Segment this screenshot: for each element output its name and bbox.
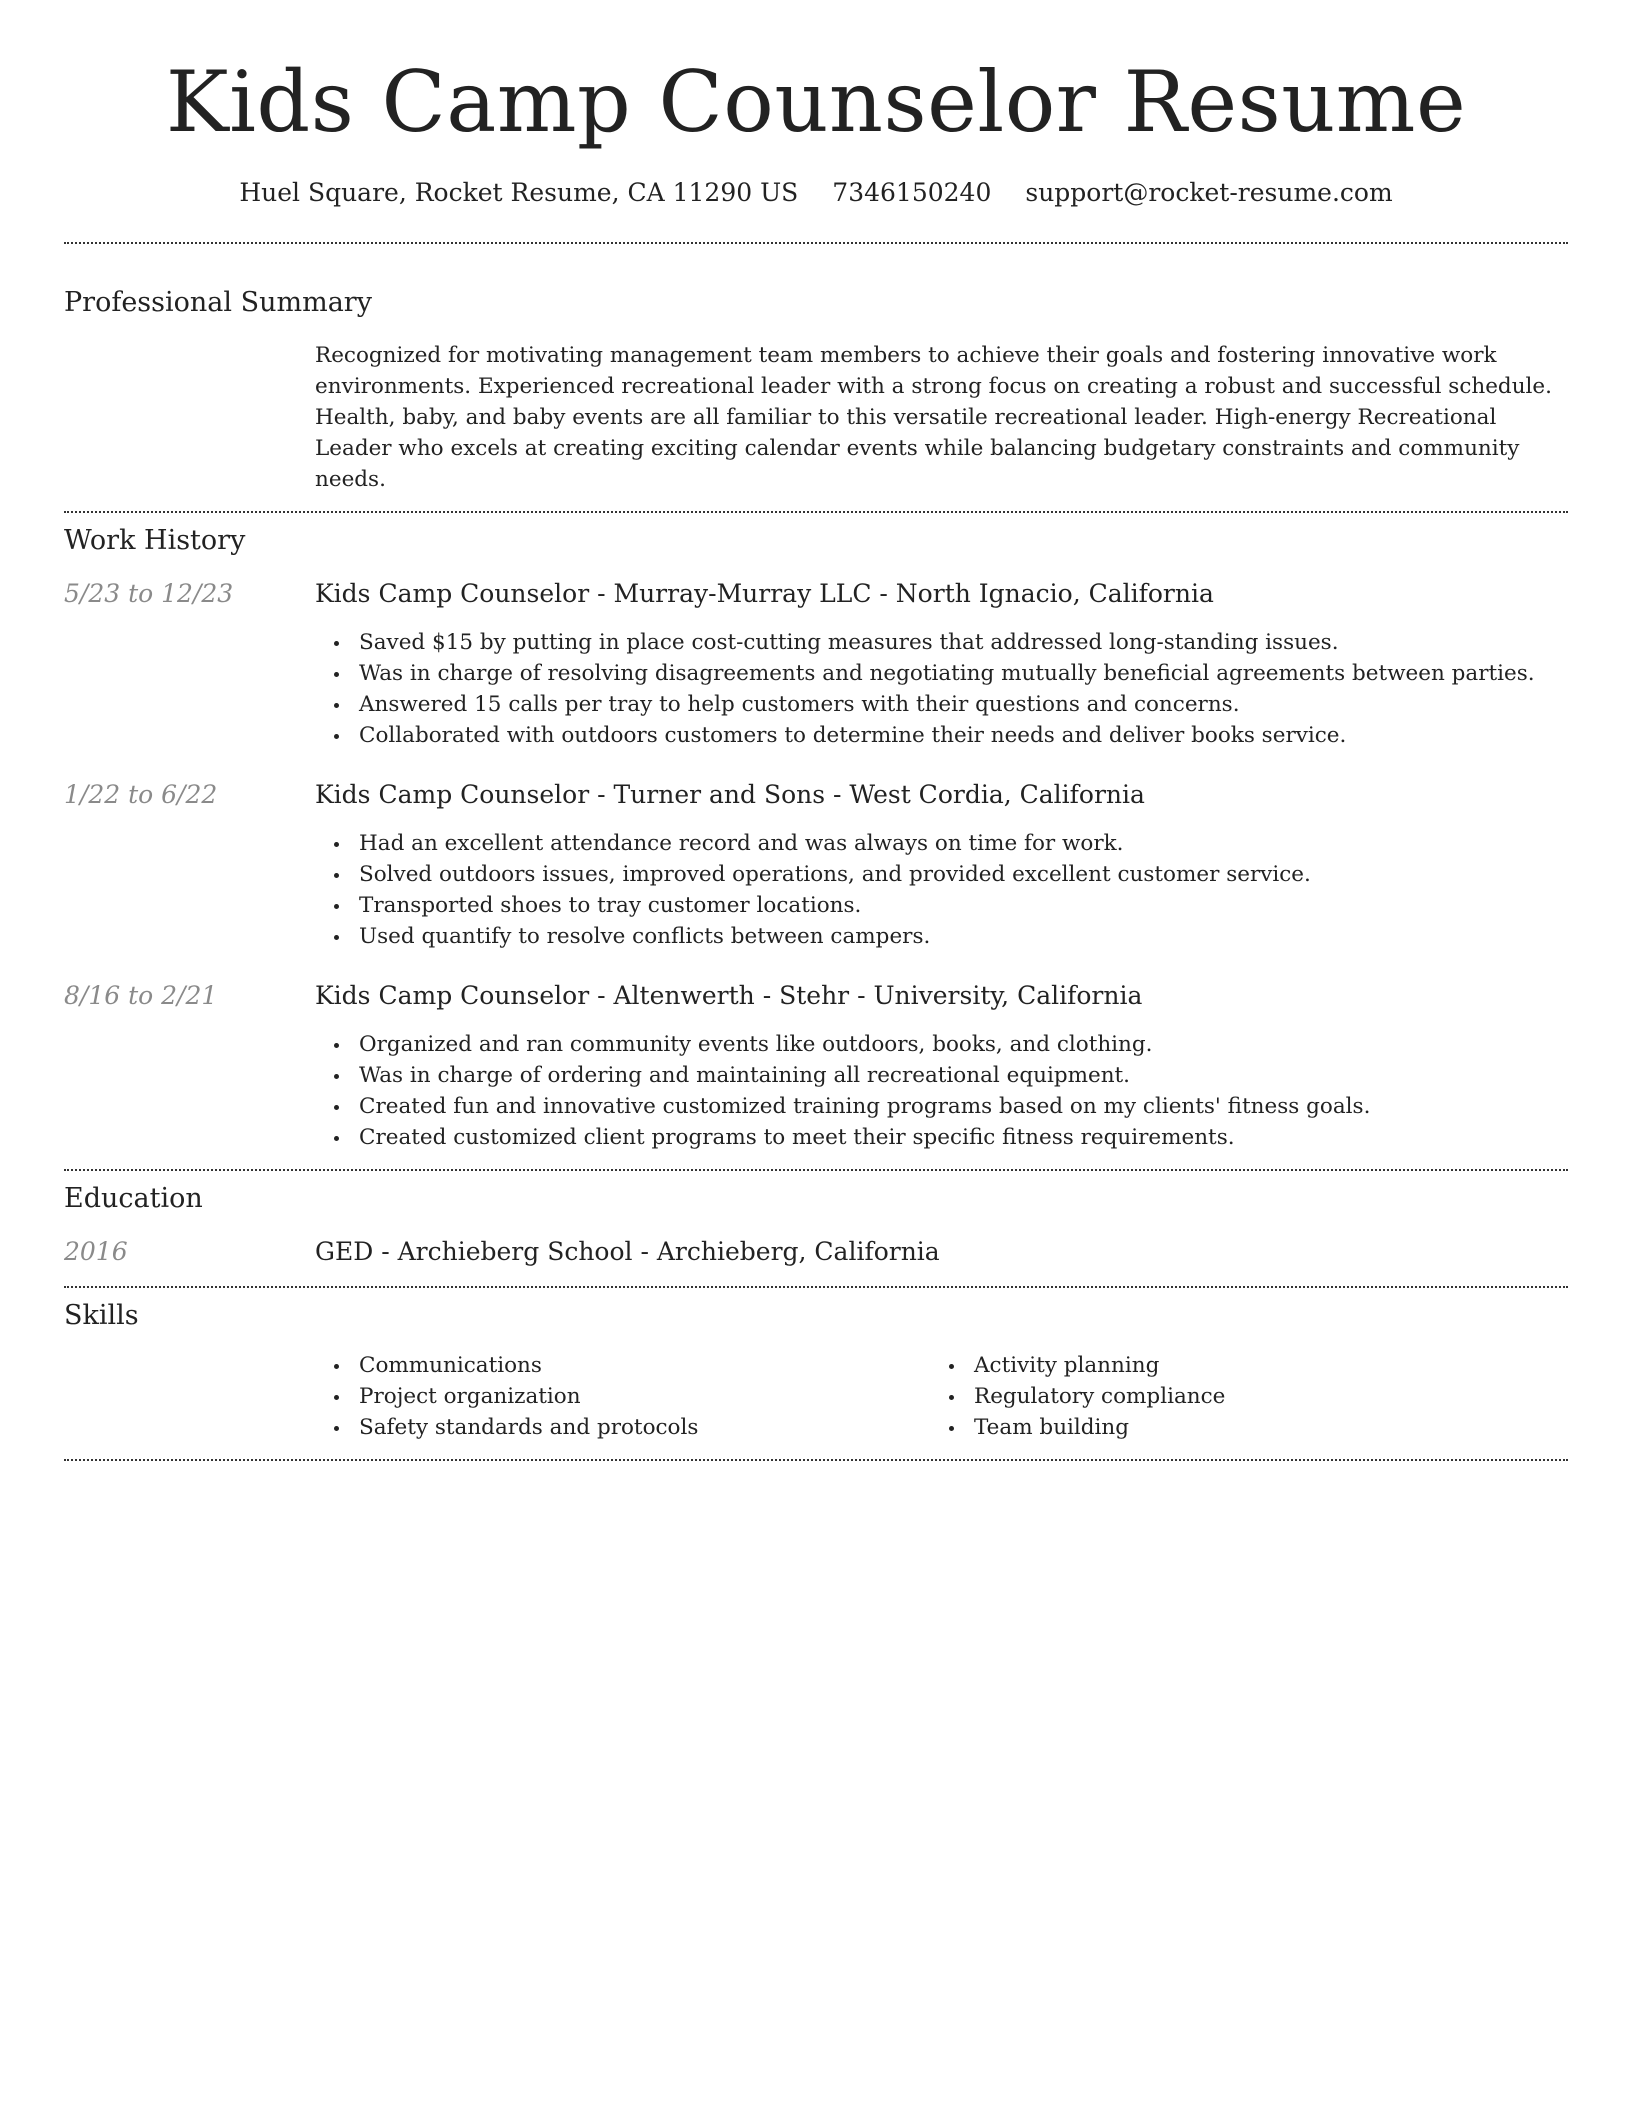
job-duties — [315, 627, 1568, 751]
section-divider — [64, 1459, 1568, 1461]
section-divider — [64, 1169, 1568, 1171]
job-title: Kids Camp Counselor - Murray-Murray LLC - North Ignacio, California — [315, 579, 1214, 608]
job-entry — [64, 779, 1568, 952]
job-dates: 1/22 to 6/22 — [64, 780, 218, 809]
section-divider — [64, 1286, 1568, 1288]
contact-email: support@rocket-resume.com — [1025, 178, 1393, 207]
skills-column-right — [930, 1350, 1545, 1443]
job-title: Kids Camp Counselor - Turner and Sons - West Cordia, California — [315, 780, 1145, 809]
contact-line — [64, 178, 1568, 208]
contact-phone: 7346150240 — [832, 178, 992, 207]
summary-text: Recognized for motivating management team members to achieve their goals and fostering innovative work environments. Experienced recreational leader with a strong focus on creating a robust and successful schedule. Health, baby, and baby events are all familiar to this versatile recreational leader. High-energy Recreational Leader who excels at creating exciting calendar events while balancing budgetary constraints and community needs. — [315, 343, 1552, 492]
job-duties — [315, 1029, 1568, 1153]
job-duties — [315, 828, 1568, 952]
education-entry — [64, 1236, 1568, 1268]
skills-column-left — [315, 1350, 930, 1443]
list-item: Collaborated with outdoors customers to determine their needs and deliver books service. — [315, 720, 1568, 751]
list-item: Solved outdoors issues, improved operations, and provided excellent customer service. — [315, 859, 1568, 890]
job-dates: 5/23 to 12/23 — [64, 579, 234, 608]
list-item: Created fun and innovative customized training programs based on my clients' fitness goals. — [315, 1091, 1568, 1122]
skills-list — [315, 1350, 1568, 1443]
job-title: Kids Camp Counselor - Altenwerth - Stehr - University, California — [315, 981, 1143, 1010]
list-item: Used quantify to resolve conflicts between campers. — [315, 921, 1568, 952]
education-year: 2016 — [64, 1237, 128, 1266]
skill-item: Project organization — [315, 1381, 930, 1412]
list-item: Organized and ran community events like outdoors, books, and clothing. — [315, 1029, 1568, 1060]
job-entry — [64, 578, 1568, 751]
skill-item: Team building — [930, 1412, 1545, 1443]
list-item: Had an excellent attendance record and was always on time for work. — [315, 828, 1568, 859]
skill-item: Communications — [315, 1350, 930, 1381]
job-entry — [64, 980, 1568, 1153]
contact-address: Huel Square, Rocket Resume, CA 11290 US — [239, 178, 799, 207]
list-item: Answered 15 calls per tray to help customers with their questions and concerns. — [315, 689, 1568, 720]
skills-heading: Skills — [64, 1300, 139, 1331]
list-item: Was in charge of ordering and maintaining all recreational equipment. — [315, 1060, 1568, 1091]
list-item: Transported shoes to tray customer locations. — [315, 890, 1568, 921]
list-item: Created customized client programs to meet their specific fitness requirements. — [315, 1122, 1568, 1153]
education-heading: Education — [64, 1183, 203, 1214]
section-divider — [64, 242, 1568, 244]
list-item: Saved $15 by putting in place cost-cutting measures that addressed long-standing issues. — [315, 627, 1568, 658]
summary-heading: Professional Summary — [64, 287, 372, 318]
resume-title: Kids Camp Counselor Resume — [165, 53, 1467, 151]
education-detail: GED - Archieberg School - Archieberg, California — [315, 1237, 940, 1266]
work-history-heading: Work History — [64, 525, 246, 556]
list-item: Was in charge of resolving disagreements and negotiating mutually beneficial agreements between parties. — [315, 658, 1568, 689]
skill-item: Activity planning — [930, 1350, 1545, 1381]
skill-item: Safety standards and protocols — [315, 1412, 930, 1443]
skill-item: Regulatory compliance — [930, 1381, 1545, 1412]
job-dates: 8/16 to 2/21 — [64, 981, 218, 1010]
section-divider — [64, 511, 1568, 513]
